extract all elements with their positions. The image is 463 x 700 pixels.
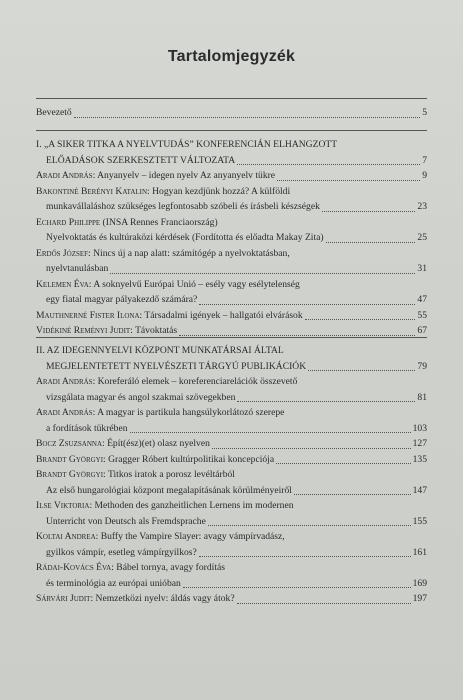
entry-author: Aradi András: <box>36 376 96 387</box>
toc-entry[interactable] <box>36 436 427 452</box>
entry-page: 135 <box>412 453 427 465</box>
divider-top <box>36 98 427 99</box>
entry-title: Nemzetközi nyelv: áldás vagy átok? <box>93 593 235 604</box>
entry-title-cont: Az első hungarológiai központ megalapításának körülményeiről <box>46 484 292 496</box>
leader-dots <box>130 432 411 433</box>
entry-title: Anyanyelv – idegen nyelv Az anyanyelv tükre <box>95 170 276 181</box>
divider-mid <box>36 130 427 131</box>
entry-page: 161 <box>412 546 427 558</box>
entry-page: 25 <box>417 232 427 243</box>
entry-page: 81 <box>417 391 427 403</box>
leader-dots <box>199 304 415 305</box>
entry-author: Aradi András: <box>36 170 96 181</box>
toc-entry[interactable] <box>36 374 427 405</box>
toc-entry[interactable] <box>36 277 427 308</box>
entry-author: Bakontiné Berényi Katalin: <box>36 185 150 197</box>
entry-page: 197 <box>412 593 427 604</box>
entry-author: Rádai-Kovács Éva: <box>36 562 114 573</box>
toc-entry[interactable] <box>36 498 427 529</box>
intro-entry[interactable] <box>36 105 427 121</box>
entry-author: Sárvári Judit: <box>36 593 94 604</box>
entry-title: (INSA Rennes Franciaország) <box>100 216 218 228</box>
section-2-heading[interactable] <box>36 343 427 374</box>
entry-author: Koltai Andrea: <box>36 531 99 542</box>
entry-title-cont: Unterricht von Deutsch als Fremdsprache <box>46 515 206 527</box>
entry-title-cont: Nyelvoktatás és kultúraközi kérdések (Fordította és előadta Makay Zita) <box>46 232 324 243</box>
entry-author: Kelemen Éva: <box>36 278 92 290</box>
leader-dots <box>277 180 420 181</box>
entry-author: Ilse Viktoria: <box>36 500 93 511</box>
leader-dots <box>110 273 415 274</box>
leader-dots <box>308 370 415 371</box>
entry-title-cont: munkavállaláshoz szükséges legfontosabb szóbeli és írásbeli készségek <box>46 201 320 212</box>
toc-entry[interactable] <box>36 405 427 436</box>
toc-entry[interactable] <box>36 467 427 498</box>
entry-title: Koreferáló elemek – koreferenciarelációk összevető <box>95 376 298 387</box>
entry-page: 103 <box>412 422 427 434</box>
toc-entry[interactable] <box>36 452 427 468</box>
entry-page: 55 <box>417 309 427 321</box>
intro-label: Bevezető <box>36 107 72 118</box>
toc-entry[interactable] <box>36 529 427 560</box>
toc-intro <box>36 105 427 121</box>
entry-page: 127 <box>412 438 427 449</box>
entry-author: Bocz Zsuzsanna: <box>36 438 105 449</box>
toc-entry[interactable] <box>36 215 427 246</box>
leader-dots <box>237 401 415 402</box>
toc-entry[interactable] <box>36 308 427 324</box>
toc-entry[interactable] <box>36 560 427 591</box>
leader-dots <box>212 448 411 449</box>
leader-dots <box>208 525 411 526</box>
intro-page: 5 <box>422 107 427 118</box>
entry-title: Távoktatás <box>132 325 178 336</box>
leader-dots <box>276 463 411 464</box>
page-title: Tartalomjegyzék <box>167 48 296 65</box>
section-1-heading-line2: ELŐADÁSOK SZERKESZTETT VÁLTOZATA <box>46 154 236 166</box>
entry-page: 9 <box>422 170 427 181</box>
leader-dots <box>74 117 421 118</box>
entry-title: A soknyelvű Európai Unió – esély vagy esélytelenség <box>91 278 300 290</box>
leader-dots <box>322 211 416 212</box>
entry-title: Nincs új a nap alatt: számítógép a nyelvoktatásban, <box>90 247 290 259</box>
divider-section <box>36 337 427 338</box>
entry-author: Brandt Györgyi: <box>36 453 106 465</box>
entry-title-cont: vizsgálata magyar és angol szakmai szövegekben <box>46 391 236 403</box>
entry-author: Echard Philippe <box>36 216 101 228</box>
section-1-heading-line1: I. „A SIKER TITKA A NYELVTUDÁS” KONFERENCIÁN ELHANGZOTT <box>36 139 338 150</box>
section-2-page: 79 <box>417 360 427 372</box>
leader-dots <box>294 494 411 495</box>
entry-title: Buffy the Vampire Slayer: avagy vámpírvadász, <box>98 531 285 542</box>
section-2-heading-line1: II. AZ IDEGENNYELVI KÖZPONT MUNKATÁRSAI ÁLTAL <box>36 345 284 356</box>
entry-title-cont: nyelvtanulásban <box>46 263 109 274</box>
leader-dots <box>237 164 420 165</box>
entry-page: 155 <box>412 515 427 527</box>
leader-dots <box>326 242 416 243</box>
toc-entry[interactable] <box>36 591 427 607</box>
entry-title: Methoden des ganzheitlichen Lernens im modernen <box>92 500 294 511</box>
section-1-heading[interactable] <box>36 137 427 168</box>
entry-title-cont: és terminológia az európai unióban <box>46 577 181 589</box>
entry-title-cont: egy fiatal magyar pályakezdő számára? <box>46 294 198 305</box>
entry-title: Gragger Róbert kultúrpolitikai koncepciója <box>105 453 275 465</box>
entry-title: Hogyan kezdjünk hozzá? A külföldi <box>149 185 291 197</box>
entry-title: Titkos iratok a porosz levéltárból <box>105 469 235 480</box>
toc-section-2 <box>36 343 427 607</box>
entry-author: Vidékiné Reményi Judit: <box>36 325 133 336</box>
leader-dots <box>237 603 411 604</box>
entry-page: 147 <box>412 484 427 496</box>
entry-author: Erdős József: <box>36 247 91 259</box>
entry-title-cont: a fordítások tükrében <box>46 422 128 434</box>
entry-page: 47 <box>417 294 427 305</box>
entry-title-cont: gyilkos vámpír, esetleg vámpírgyilkos? <box>46 546 197 558</box>
entry-title: Épít(ész)(et) olasz nyelven <box>104 438 210 449</box>
entry-author: Aradi András: <box>36 407 96 418</box>
entry-title: A magyar is partikula hangsúlykorlátozó szerepe <box>95 407 285 418</box>
entry-author: Brandt Györgyi: <box>36 469 106 480</box>
section-1-page: 7 <box>422 154 427 166</box>
entry-page: 169 <box>412 577 427 589</box>
leader-dots <box>179 335 415 336</box>
toc-entry[interactable] <box>36 184 427 215</box>
section-2-heading-line2: MEGJELENTETETT NYELVÉSZETI TÁRGYÚ PUBLIKÁCIÓK <box>46 360 307 372</box>
entry-page: 67 <box>417 325 427 336</box>
toc-entry[interactable] <box>36 246 427 277</box>
entry-page: 31 <box>417 263 427 274</box>
leader-dots <box>305 319 416 320</box>
entry-title: Bábel tornya, avagy fordítás <box>113 562 225 573</box>
entry-page: 23 <box>417 201 427 212</box>
leader-dots <box>199 556 411 557</box>
entry-title: Társadalmi igények – hallgatói elvárások <box>142 309 303 321</box>
entry-author: Mauthnerné Fister Ilona: <box>36 309 143 321</box>
toc-entry[interactable] <box>36 168 427 184</box>
toc-section-1 <box>36 137 427 339</box>
leader-dots <box>183 587 411 588</box>
